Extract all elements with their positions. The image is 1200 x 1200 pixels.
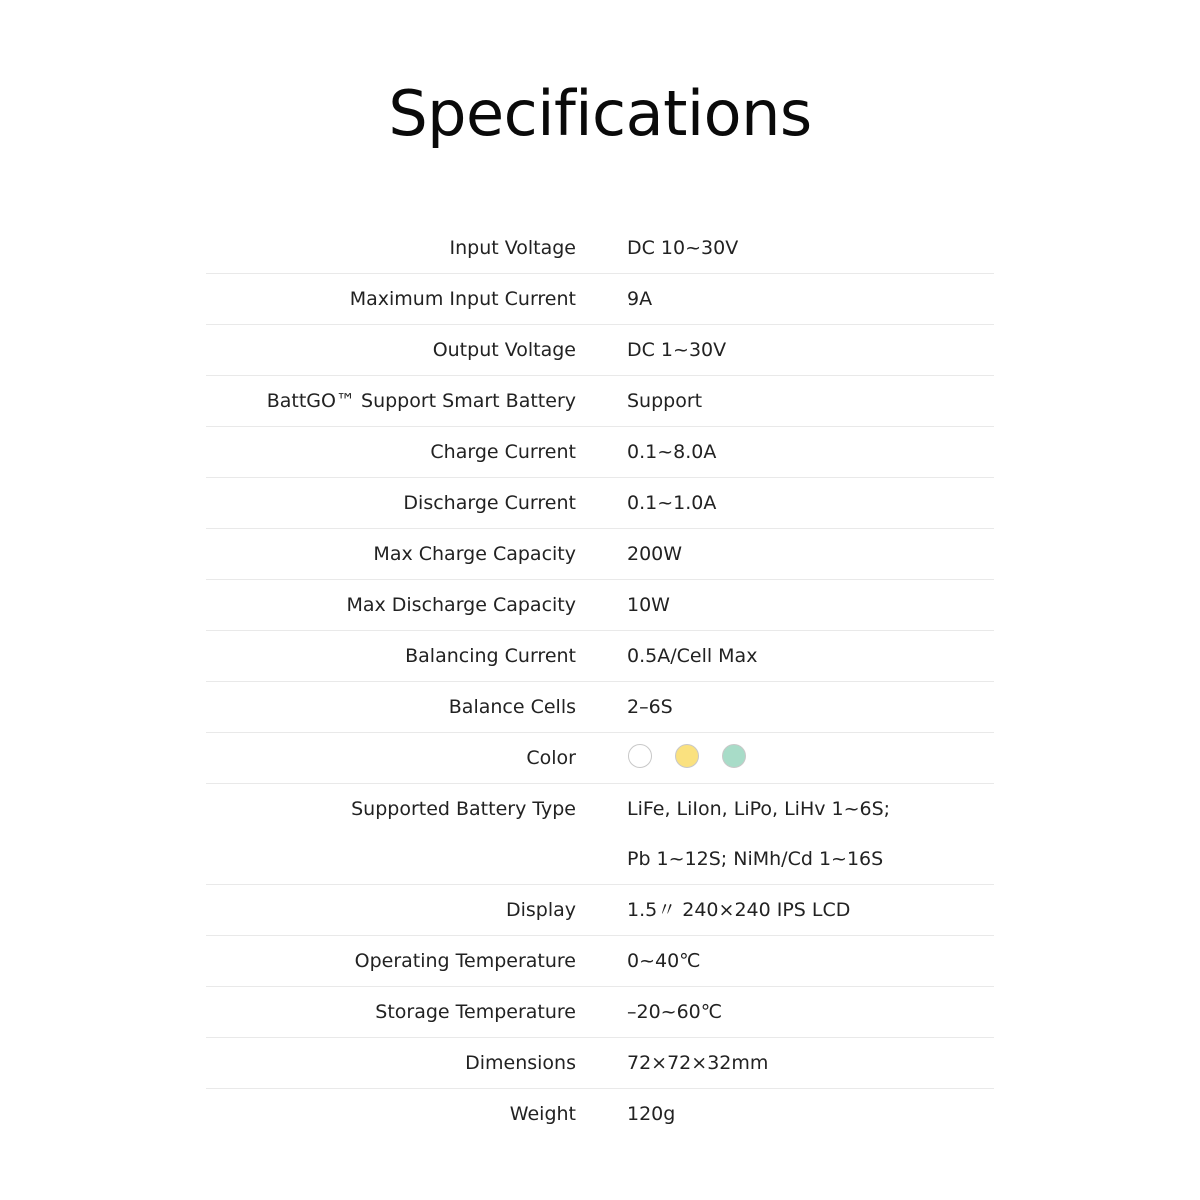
spec-label: Balance Cells <box>448 696 576 718</box>
spec-table <box>206 223 994 1139</box>
spec-value: 0~40℃ <box>627 950 701 972</box>
spec-label: Weight <box>509 1103 576 1125</box>
spec-value: 9A <box>627 288 653 310</box>
spec-values <box>576 936 701 986</box>
spec-values <box>576 376 702 426</box>
spec-value: Support <box>627 390 703 412</box>
spec-values <box>576 1038 768 1088</box>
spec-label: Charge Current <box>430 441 576 463</box>
spec-label: Discharge Current <box>403 492 576 514</box>
spec-row <box>206 325 994 376</box>
spec-value: 2–6S <box>627 696 673 718</box>
spec-value: DC 1~30V <box>627 339 727 361</box>
spec-value: 0.5A/Cell Max <box>627 645 758 667</box>
color-swatch[interactable] <box>675 744 699 768</box>
spec-value: 1.5〃 240×240 IPS LCD <box>627 899 851 921</box>
spec-row <box>206 733 994 784</box>
spec-values <box>576 478 716 528</box>
spec-row <box>206 1038 994 1089</box>
spec-values <box>576 1089 675 1139</box>
spec-value: 0.1~1.0A <box>627 492 717 514</box>
spec-row <box>206 631 994 682</box>
spec-values <box>576 631 757 681</box>
spec-values <box>576 885 850 935</box>
color-swatch[interactable] <box>722 744 746 768</box>
spec-values <box>576 427 716 477</box>
spec-row <box>206 529 994 580</box>
spec-label: Output Voltage <box>432 339 576 361</box>
spec-value: 10W <box>627 594 670 616</box>
spec-values <box>576 223 738 273</box>
spec-label: Maximum Input Current <box>349 288 576 310</box>
spec-label: Color <box>526 747 576 769</box>
spec-label: Storage Temperature <box>375 1001 576 1023</box>
spec-value: 200W <box>627 543 683 565</box>
spec-row <box>206 987 994 1038</box>
spec-label: Display <box>505 899 576 921</box>
spec-row <box>206 682 994 733</box>
spec-label: Dimensions <box>465 1052 576 1074</box>
spec-row <box>206 223 994 274</box>
spec-row <box>206 427 994 478</box>
spec-row <box>206 936 994 987</box>
spec-value: 0.1~8.0A <box>627 441 717 463</box>
spec-value: Pb 1~12S; NiMh/Cd 1~16S <box>627 848 884 870</box>
spec-values <box>576 987 722 1037</box>
spec-values <box>576 784 890 884</box>
spec-row <box>206 376 994 427</box>
color-swatches <box>627 733 746 783</box>
spec-value: –20~60℃ <box>627 1001 723 1023</box>
spec-row <box>206 580 994 631</box>
color-swatch[interactable] <box>628 744 652 768</box>
spec-value: 72×72×32mm <box>627 1052 769 1074</box>
spec-label: BattGO™ Support Smart Battery <box>266 390 576 412</box>
page-title: Specifications <box>388 77 812 150</box>
spec-row <box>206 1089 994 1139</box>
spec-values <box>576 682 673 732</box>
spec-values <box>576 580 670 630</box>
spec-label: Operating Temperature <box>354 950 576 972</box>
spec-value: DC 10~30V <box>627 237 739 259</box>
spec-row <box>206 274 994 325</box>
spec-values <box>576 733 746 783</box>
spec-label: Supported Battery Type <box>351 798 576 820</box>
spec-row <box>206 784 994 885</box>
spec-values <box>576 529 682 579</box>
spec-value: 120g <box>627 1103 676 1125</box>
spec-row <box>206 478 994 529</box>
spec-values <box>576 325 726 375</box>
spec-label: Max Charge Capacity <box>373 543 576 565</box>
spec-label: Input Voltage <box>449 237 576 259</box>
spec-row <box>206 885 994 936</box>
spec-values <box>576 274 652 324</box>
spec-label: Max Discharge Capacity <box>346 594 576 616</box>
spec-value: LiFe, LiIon, LiPo, LiHv 1~6S; <box>627 798 891 820</box>
spec-label: Balancing Current <box>405 645 576 667</box>
